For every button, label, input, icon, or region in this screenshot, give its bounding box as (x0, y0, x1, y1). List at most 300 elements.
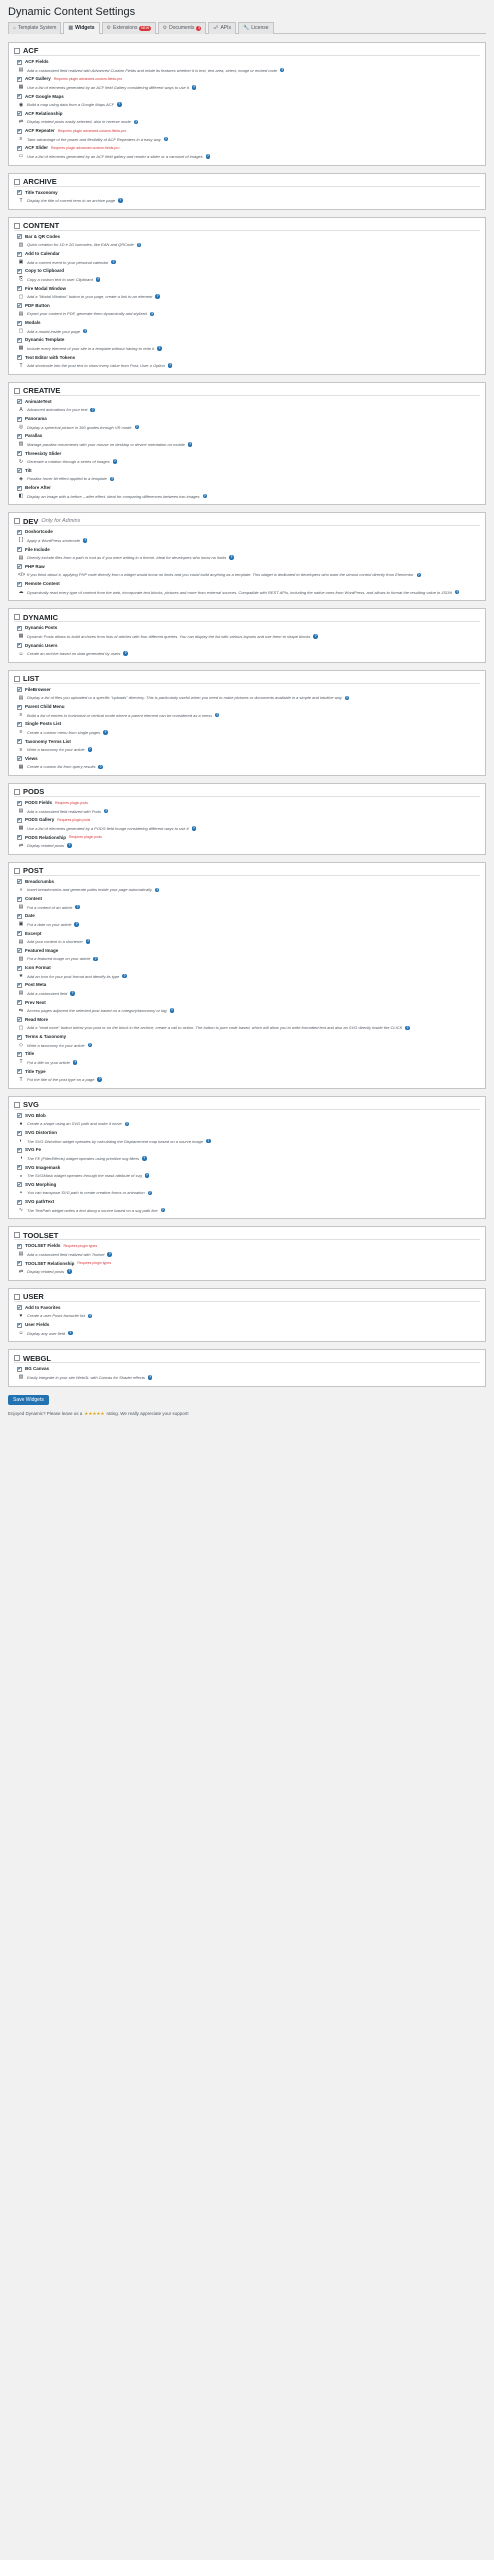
widget-item (17, 739, 480, 755)
widget-icon: ▤ (18, 554, 24, 561)
help-icon[interactable]: ? (206, 154, 209, 159)
widget-checkbox[interactable]: ✔ (17, 947, 22, 953)
widget-checkbox[interactable]: ✔ (17, 189, 22, 195)
widget-description-row (17, 1040, 480, 1050)
widget-checkbox[interactable]: ✔ (17, 930, 22, 936)
widget-checkbox[interactable]: ✔ (17, 1129, 22, 1135)
widget-description: Put a content of an article (27, 904, 73, 910)
widget-checkbox[interactable]: ✔ (17, 268, 22, 273)
help-icon[interactable]: ? (150, 311, 154, 316)
help-icon[interactable]: ? (119, 198, 122, 203)
help-icon[interactable]: ? (84, 538, 87, 543)
widget-icon: ◧ (18, 493, 24, 499)
widget-description: Create a shape using an SVG path and make it move (27, 1121, 122, 1127)
widget-icon: ▭ (18, 153, 24, 160)
section-title: DEV (23, 516, 39, 526)
widget-checkbox[interactable]: ✔ (17, 1366, 22, 1371)
section-toggle-checkbox[interactable] (14, 179, 20, 185)
widget-item (17, 529, 480, 545)
widget-description: Add shortcode into the post text to show every value from Post, User o Option (27, 363, 165, 369)
help-icon[interactable]: ? (215, 712, 219, 717)
help-icon[interactable]: ? (104, 730, 107, 735)
widget-checkbox[interactable]: ✔ (17, 1033, 22, 1039)
section-toggle-checkbox[interactable] (14, 223, 20, 229)
help-icon[interactable]: ? (69, 1330, 72, 1335)
section-user (8, 1288, 486, 1343)
widget-icon: ▦ (18, 84, 24, 91)
section-subtitle: Only for Admins (41, 517, 81, 524)
help-icon[interactable]: ? (207, 1138, 210, 1143)
section-toggle-checkbox[interactable] (14, 789, 20, 795)
widget-name: Doshortcode (25, 529, 53, 535)
widget-checkbox[interactable]: ✔ (17, 982, 22, 987)
save-widgets-button[interactable]: Save Widgets (8, 1395, 49, 1405)
widget-name: ACF Google Maps (25, 93, 64, 99)
widget-icon: ▦ (18, 825, 24, 832)
widget-checkbox[interactable]: ✔ (17, 1243, 22, 1248)
widget-checkbox[interactable]: ✔ (17, 964, 22, 970)
widget-item (17, 1034, 480, 1050)
section-dev (8, 512, 486, 601)
tab-label: Documents (169, 25, 195, 32)
help-icon[interactable]: ? (137, 242, 141, 247)
widget-requirement: Requires plugin advanced-custom-fields-pro (57, 128, 127, 133)
widget-name: Views (25, 755, 38, 761)
section-toggle-checkbox[interactable] (14, 1294, 20, 1300)
widget-description: Add a "Modal Window" button to your page, create a link to an element (27, 294, 153, 300)
section-title: USER (23, 1292, 44, 1302)
widget-description-row (17, 971, 480, 981)
widget-checkbox[interactable]: ✔ (17, 354, 22, 360)
widget-description-row (17, 587, 480, 597)
widget-description: Add a customized field realized with Pods (27, 808, 101, 814)
widget-description-row (17, 1372, 480, 1382)
widget-name: PODS Relationship (25, 834, 67, 840)
section-toggle-checkbox[interactable] (14, 1232, 20, 1238)
help-icon[interactable]: ? (135, 424, 138, 429)
help-icon[interactable]: ? (96, 277, 100, 282)
widget-description: Display related posts (27, 1269, 65, 1275)
widget-name: TOOLSET Fields (25, 1243, 61, 1249)
help-icon[interactable]: ? (113, 459, 117, 464)
help-icon[interactable]: ? (88, 747, 91, 752)
widget-checkbox[interactable]: ✔ (17, 484, 22, 490)
widget-icon: ◓ (19, 1189, 23, 1196)
tab-template-system[interactable] (8, 22, 61, 34)
widget-name: Add to Calendar (25, 251, 60, 257)
widget-description: Dynamically read every type of content from the web, incorporate text blocks, pictures and more from external sources. Compatible with REST APIs, including the native ones from WordPress, and allows to format the resulting value in JSON (27, 589, 452, 595)
help-icon[interactable]: ? (105, 808, 108, 813)
widget-description-row (17, 823, 480, 833)
help-icon[interactable]: ? (98, 1077, 101, 1082)
widget-item (17, 59, 480, 75)
widget-checkbox[interactable]: ✔ (17, 546, 22, 552)
widget-description: Quick creation for 1D e 2D barcodes, like EAN and QRCode (27, 242, 134, 248)
help-icon[interactable]: ? (406, 1025, 409, 1030)
help-icon[interactable]: ? (145, 1173, 149, 1178)
widget-name: Icon Format (25, 965, 51, 971)
widget-name: Breadcrumbs (25, 878, 55, 884)
tab-label: License (251, 25, 269, 32)
section-toggle-checkbox[interactable] (14, 1102, 20, 1108)
tab-extensions[interactable] (102, 22, 156, 34)
widget-name: Prev Next (25, 999, 46, 1005)
widget-checkbox[interactable]: ✔ (17, 127, 22, 133)
widget-checkbox[interactable]: ✔ (17, 686, 22, 692)
help-icon[interactable]: ? (143, 1156, 146, 1161)
widget-checkbox[interactable]: ✔ (17, 580, 22, 586)
widget-item (17, 320, 480, 336)
help-icon[interactable]: ? (91, 407, 94, 412)
widget-item (17, 1182, 480, 1198)
tab-apis[interactable] (208, 22, 236, 34)
help-icon[interactable]: ? (125, 1121, 129, 1126)
widget-checkbox[interactable]: ✔ (17, 895, 22, 901)
widget-icon: ▦ (18, 763, 24, 770)
widget-item (17, 416, 480, 432)
widget-item (17, 286, 480, 302)
widget-item (17, 128, 480, 144)
help-icon[interactable]: ? (189, 442, 192, 447)
widget-description: Add a "read more" button below your post or on the block in the archive, create a call to action. The button is pure code based, which will allow you to write formatted text and also an SVG directly inside the CLICK (27, 1025, 403, 1031)
tab-label: Widgets (75, 25, 95, 32)
widget-checkbox[interactable]: ✔ (17, 1260, 22, 1266)
widget-name: Remote Content (25, 581, 60, 587)
widget-name: Dynamic Posts (25, 625, 58, 631)
widget-icon: T (19, 1059, 23, 1066)
widget-description-row (17, 1006, 480, 1016)
help-icon[interactable]: ? (123, 973, 126, 978)
help-icon[interactable]: ? (230, 555, 233, 560)
widget-name: BG Canvas (25, 1366, 50, 1372)
help-icon[interactable]: ? (118, 102, 121, 107)
widget-checkbox[interactable]: ✔ (17, 738, 22, 744)
widget-checkbox[interactable]: ✔ (17, 999, 22, 1005)
help-icon[interactable]: ? (193, 85, 196, 90)
widget-description: Copy a custom text to user Clipboard (27, 276, 93, 282)
help-icon[interactable]: ? (111, 476, 114, 481)
widget-description-row (17, 727, 480, 737)
widget-checkbox[interactable]: ✔ (17, 642, 22, 648)
help-icon[interactable]: ? (71, 991, 74, 996)
help-icon[interactable]: ? (156, 887, 159, 892)
widget-icon: ⇆ (18, 1007, 24, 1014)
widget-checkbox[interactable]: ✔ (17, 1051, 22, 1056)
help-icon[interactable]: ? (84, 328, 87, 333)
widget-description: Put a featured image on your article (27, 956, 91, 962)
widget-description-row (17, 1075, 480, 1085)
section-toggle-checkbox[interactable] (14, 676, 20, 682)
widget-icon: ≡ (19, 136, 23, 142)
tab-label: Extensions (113, 25, 138, 32)
widget-item (17, 468, 480, 484)
help-icon[interactable]: ? (345, 695, 349, 700)
widget-icon: T (19, 362, 23, 369)
widget-name: Add to Favorites (25, 1304, 61, 1310)
widget-checkbox[interactable]: ✔ (17, 433, 22, 438)
widget-icon: ▦ (18, 345, 24, 352)
help-icon[interactable]: ? (192, 826, 195, 831)
widget-checkbox[interactable]: ✔ (17, 1016, 22, 1022)
help-icon[interactable]: ? (112, 259, 115, 264)
section-toggle-checkbox[interactable] (14, 1355, 20, 1361)
widget-description: Put a date on your article (27, 921, 72, 927)
help-icon[interactable]: ? (75, 922, 78, 927)
widget-checkbox[interactable]: ✔ (17, 1112, 22, 1118)
widget-item (17, 1199, 480, 1215)
help-icon[interactable]: ? (88, 1313, 92, 1318)
widget-name: ACF Gallery (25, 76, 51, 82)
widget-name: Title (25, 1051, 35, 1057)
widget-icon: ▤ (18, 938, 24, 945)
section-toggle-checkbox[interactable] (14, 868, 20, 874)
widget-description-row (17, 82, 480, 92)
help-icon[interactable]: ? (68, 1269, 71, 1274)
widget-checkbox[interactable]: ✔ (17, 319, 22, 325)
widget-checkbox[interactable]: ✔ (17, 415, 22, 421)
widget-name: PODS Gallery (25, 817, 55, 823)
widget-checkbox[interactable]: ✔ (17, 1198, 22, 1204)
widget-name: Post Meta (25, 982, 47, 988)
widget-icon: ▣ (18, 259, 24, 265)
widget-checkbox[interactable]: ✔ (17, 529, 22, 534)
widget-icon: ☺ (18, 650, 24, 657)
widget-description: You can transpose SVG path to create creative forms or animation (27, 1190, 145, 1196)
widget-checkbox[interactable]: ✔ (17, 467, 22, 473)
widget-description: Add a customized field realized with Advanced Custom Fields and relate its features whether it is text, text area, select, image or embed code (27, 67, 277, 73)
widget-checkbox[interactable]: ✔ (17, 563, 22, 569)
widget-item (17, 337, 480, 353)
help-icon[interactable]: ? (314, 634, 317, 639)
tab-license[interactable] (238, 22, 273, 34)
help-icon[interactable]: ? (203, 493, 206, 498)
help-icon[interactable]: ? (124, 651, 127, 656)
rating-stars-link[interactable]: ★★★★★ (84, 1410, 105, 1416)
widget-icon: ⇄ (18, 118, 24, 125)
help-icon[interactable]: ? (170, 1008, 173, 1013)
widget-item (17, 1069, 480, 1085)
widget-icon: ▤ (18, 990, 24, 997)
widget-item (17, 965, 480, 981)
widget-checkbox[interactable]: ✔ (17, 799, 22, 805)
help-icon[interactable]: ? (86, 939, 90, 944)
widget-description-row (17, 1205, 480, 1215)
section-toggle-checkbox[interactable] (14, 518, 20, 524)
footer-rating (8, 1411, 486, 1417)
widgets-icon: ▦ (68, 25, 74, 32)
widget-item (17, 982, 480, 998)
help-icon[interactable]: ? (68, 843, 71, 848)
widget-name: Tilt (25, 467, 32, 473)
widget-description-row (17, 1023, 480, 1033)
help-icon[interactable]: ? (148, 1190, 151, 1195)
widget-item (17, 1147, 480, 1163)
help-icon[interactable]: ? (108, 1252, 111, 1257)
section-archive (8, 173, 486, 210)
widget-icon: ⇄ (18, 842, 24, 849)
section-header (14, 1231, 480, 1240)
widget-item (17, 399, 480, 415)
widget-icon: T (19, 197, 23, 204)
widget-checkbox[interactable]: ✔ (17, 703, 22, 709)
section-toggle-checkbox[interactable] (14, 614, 20, 620)
help-icon[interactable]: ? (99, 764, 102, 769)
section-content (8, 217, 486, 375)
section-toggle-checkbox[interactable] (14, 48, 20, 54)
widget-description: Take advantage of the power and flexibility of ACF Repeaters in a easy way (27, 136, 161, 142)
widget-icon: ≡ (19, 746, 23, 753)
widget-checkbox[interactable]: ✔ (17, 337, 22, 342)
widget-description-row (17, 1267, 480, 1277)
widget-sections (8, 42, 486, 1387)
widget-icon: ▤ (18, 310, 24, 317)
widget-description: Add a customized field (27, 990, 68, 996)
widget-requirement: Requires plugin advanced-custom-fields-pro (51, 146, 120, 151)
help-icon[interactable]: ? (161, 1207, 164, 1212)
section-title: DYNAMIC (23, 612, 58, 622)
widget-checkbox[interactable]: ✔ (17, 58, 22, 64)
widget-description-row (17, 570, 480, 580)
widget-description-row (17, 535, 480, 545)
help-icon[interactable]: ? (94, 956, 97, 961)
widget-description-row (17, 693, 480, 703)
widget-description: Export your content in PDF, generate them dynamically and stylized (27, 311, 147, 317)
widget-item (17, 581, 480, 597)
tab-badge: NEW (140, 26, 150, 31)
widget-checkbox[interactable]: ✔ (17, 1181, 22, 1187)
widget-checkbox[interactable]: ✔ (17, 302, 22, 308)
widget-name: Dynamic Template (25, 337, 65, 343)
widget-icon: ▣ (18, 921, 24, 928)
widget-icon: ≡ (19, 712, 23, 718)
tab-documents[interactable] (158, 22, 207, 34)
widget-checkbox[interactable]: ✔ (17, 817, 22, 822)
help-icon[interactable]: ? (74, 1060, 77, 1065)
tab-label: Template System (18, 25, 57, 32)
widget-checkbox[interactable]: ✔ (17, 450, 22, 456)
widget-checkbox[interactable]: ✔ (17, 913, 22, 918)
help-icon[interactable]: ? (88, 1042, 91, 1047)
widget-checkbox[interactable]: ✔ (17, 110, 22, 116)
widget-icon: ◉ (18, 101, 24, 108)
widget-icon: ↻ (18, 458, 24, 465)
widget-description-row (17, 274, 480, 284)
widget-name: Before After (25, 485, 51, 491)
widget-checkbox[interactable]: ✔ (17, 1164, 22, 1170)
widget-item (17, 704, 480, 720)
widget-checkbox[interactable]: ✔ (17, 233, 22, 239)
widget-description: Write a taxonomy for your article (27, 1042, 85, 1048)
widget-description-row (17, 1119, 480, 1129)
tab-widgets[interactable] (63, 22, 99, 34)
widget-checkbox[interactable]: ✔ (17, 1304, 22, 1310)
widget-description-row (17, 491, 480, 501)
widget-icon: ▦ (18, 633, 24, 640)
widget-icon: ▨ (18, 955, 24, 962)
widget-item (17, 948, 480, 964)
widget-checkbox[interactable]: ✔ (17, 755, 22, 761)
help-icon[interactable]: ? (158, 346, 161, 351)
section-toggle-checkbox[interactable] (14, 388, 20, 394)
settings-tabs (8, 22, 486, 34)
widget-checkbox[interactable]: ✔ (17, 878, 22, 884)
widget-item (17, 1261, 480, 1277)
widget-icon: [ ] (18, 537, 24, 544)
help-icon[interactable]: ? (281, 67, 284, 72)
widget-checkbox[interactable]: ✔ (17, 145, 22, 150)
widget-name: Threesixty Slider (25, 450, 62, 456)
widget-icon: </> (18, 571, 26, 578)
help-icon[interactable]: ? (164, 136, 168, 141)
license-icon: 🔧 (243, 25, 250, 32)
widget-name: AnimateText (25, 398, 52, 404)
widget-checkbox[interactable]: ✔ (17, 93, 22, 99)
widget-checkbox[interactable]: ✔ (17, 1147, 22, 1152)
help-icon[interactable]: ? (135, 119, 138, 124)
widget-icon: ▤ (18, 808, 24, 814)
widget-description-row (17, 117, 480, 127)
section-header (14, 47, 480, 56)
help-icon[interactable]: ? (76, 904, 79, 909)
widget-name: Terms & Taxonomy (25, 1034, 67, 1040)
widget-item (17, 1113, 480, 1129)
widget-checkbox[interactable]: ✔ (17, 250, 22, 256)
widget-item (17, 1051, 480, 1067)
widget-item (17, 145, 480, 161)
page-title: Dynamic Content Settings (8, 6, 136, 18)
widget-description: Insert breadcrumbs and generate paths inside your page automatically (27, 887, 152, 893)
widget-description-row (17, 65, 480, 75)
widget-checkbox[interactable]: ✔ (17, 398, 22, 404)
widget-item (17, 721, 480, 737)
help-icon[interactable]: ? (156, 294, 159, 299)
widget-description: Use a list of elements generated by an ACF field gallery and render a slider or a carousel of images (27, 153, 203, 159)
section-header (14, 613, 480, 622)
widget-requirement: Requires plugin types (77, 1261, 112, 1266)
widget-name: Copy to Clipboard (25, 268, 64, 274)
widget-description: Display any user field (27, 1330, 66, 1336)
widget-icon: ♥ (19, 1312, 23, 1319)
help-icon[interactable]: ? (417, 572, 420, 577)
widget-checkbox[interactable]: ✔ (17, 721, 22, 726)
widget-icon: ⎘ (18, 276, 23, 283)
widget-checkbox[interactable]: ✔ (17, 625, 22, 630)
widget-name: TOOLSET Relationship (25, 1260, 75, 1266)
widget-checkbox[interactable]: ✔ (17, 76, 22, 81)
widget-item (17, 817, 480, 833)
help-icon[interactable]: ? (149, 1375, 152, 1380)
widget-description: The SVGMask widget operates through the mask attribute of svg (27, 1173, 142, 1179)
widget-icon: ▨ (18, 441, 24, 448)
widget-checkbox[interactable]: ✔ (17, 834, 22, 840)
help-icon[interactable]: ? (169, 363, 172, 368)
tab-badge: 3 (197, 26, 200, 31)
widget-description: Display related posts (27, 843, 65, 849)
widget-description: Create a custom menu from single pages (27, 729, 101, 735)
widget-checkbox[interactable]: ✔ (17, 285, 22, 291)
widget-checkbox[interactable]: ✔ (17, 1321, 22, 1327)
section-header (14, 675, 480, 684)
help-icon[interactable]: ? (456, 589, 459, 594)
section-acf (8, 42, 486, 166)
widget-description: Display related posts easily selected, also in reverse mode (27, 119, 131, 125)
widget-item (17, 1000, 480, 1016)
widget-description: Display a spherical picture in 360 grades through VR mode (27, 424, 132, 430)
widget-checkbox[interactable]: ✔ (17, 1068, 22, 1074)
section-svg (8, 1096, 486, 1220)
section-title: CREATIVE (23, 386, 61, 396)
widget-icon: ● (19, 1120, 23, 1127)
